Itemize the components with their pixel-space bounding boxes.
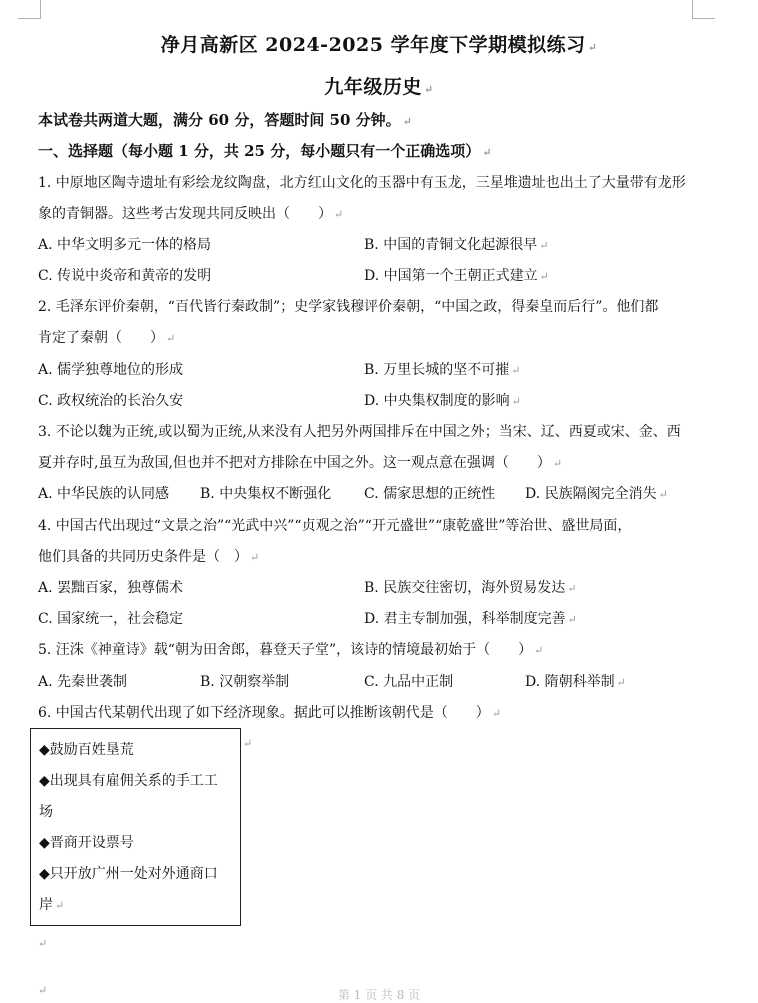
box-item-2-cont: 场 [39,804,53,820]
page-footer: 第 1 页 共 8 页 [337,988,421,1002]
box-item-1: ◆鼓励百姓垦荒 [39,742,134,758]
q3-option-b: B. 中央集权不断强化 [200,486,332,502]
q3-option-d: D. 民族隔阂完全消失 ↵ [525,486,668,502]
q4-option-b: B. 民族交往密切，海外贸易发达 ↵ [364,580,577,596]
q2-option-b: B. 万里长城的坚不可摧 ↵ [364,362,521,378]
economic-phenomena-box [30,728,241,926]
paragraph-mark: ↵ [243,737,253,750]
question-4-line-2: 他们具备的共同历史条件是（ ） ↵ [38,549,260,565]
box-item-4-cont: 岸 ↵ [39,897,65,913]
question-6-line-1: 6. 中国古代某朝代出现了如下经济现象。据此可以推断该朝代是（ ） ↵ [38,705,502,721]
question-2-line-2: 肯定了秦朝（ ） ↵ [38,330,176,346]
q2-option-a: A. 儒学独尊地位的形成 [38,362,184,378]
question-2-line-1: 2. 毛泽东评价秦朝，“百代皆行秦政制”；史学家钱穆评价秦朝，“中国之政，得秦皇而后行”。他们都 [38,299,659,315]
paragraph-mark: ↵ [38,984,48,997]
q1-option-c: C. 传说中炎帝和黄帝的发明 [38,268,212,284]
question-4-line-1: 4. 中国古代出现过“文景之治”“光武中兴”“贞观之治”“开元盛世”“康乾盛世”等治世、盛世局面， [38,518,632,534]
q2-option-c: C. 政权统治的长治久安 [38,393,184,409]
q1-option-a: A. 中华文明多元一体的格局 [38,237,212,253]
section-heading: 一、选择题（每小题 1 分，共 25 分，每小题只有一个正确选项） ↵ [38,142,492,160]
instructions: 本试卷共两道大题，满分 60 分，答题时间 50 分钟。 ↵ [38,111,412,129]
exam-subtitle: 九年级历史 ↵ [324,76,434,98]
q5-option-a: A. 先秦世袭制 [38,674,128,690]
question-3-line-1: 3. 不论以魏为正统,或以蜀为正统,从来没有人把另外两国排斥在中国之外；当宋、辽、西夏或宋、金、西 [38,424,681,440]
crop-mark-top-right [692,0,715,19]
question-1-line-1: 1. 中原地区陶寺遗址有彩绘龙纹陶盘，北方红山文化的玉器中有玉龙，三星堆遗址也出土了大量带有龙形 [38,175,686,191]
box-item-4: ◆只开放广州一处对外通商口 [39,866,218,882]
q4-option-a: A. 罢黜百家，独尊儒术 [38,580,184,596]
question-5-line-1: 5. 汪洙《神童诗》载“朝为田舍郎，暮登天子堂”，该诗的情境最初始于（ ） ↵ [38,642,544,658]
q5-option-b: B. 汉朝察举制 [200,674,290,690]
box-item-3: ◆晋商开设票号 [39,835,134,851]
paragraph-mark: ↵ [38,937,48,950]
question-1-line-2: 象的青铜器。这些考古发现共同反映出（ ） ↵ [38,206,344,222]
q5-option-c: C. 九品中正制 [364,674,454,690]
q4-option-d: D. 君主专制加强，科举制度完善 ↵ [364,611,577,627]
q4-option-c: C. 国家统一，社会稳定 [38,611,184,627]
box-item-2: ◆出现具有雇佣关系的手工工 [39,773,218,789]
q1-option-b: B. 中国的青铜文化起源很早 ↵ [364,237,549,253]
question-3-line-2: 夏并存时,虽互为敌国,但也并不把对方排除在中国之外。这一观点意在强调（ ） ↵ [38,455,563,471]
q1-option-d: D. 中国第一个王朝正式建立 ↵ [364,268,549,284]
q3-option-c: C. 儒家思想的正统性 [364,486,496,502]
exam-title: 净月高新区 2024-2025 学年度下学期模拟练习 ↵ [160,34,598,56]
q3-option-a: A. 中华民族的认同感 [38,486,170,502]
q2-option-d: D. 中央集权制度的影响 ↵ [364,393,521,409]
q5-option-d: D. 隋朝科举制 ↵ [525,674,626,690]
crop-mark-top-left [18,0,41,19]
